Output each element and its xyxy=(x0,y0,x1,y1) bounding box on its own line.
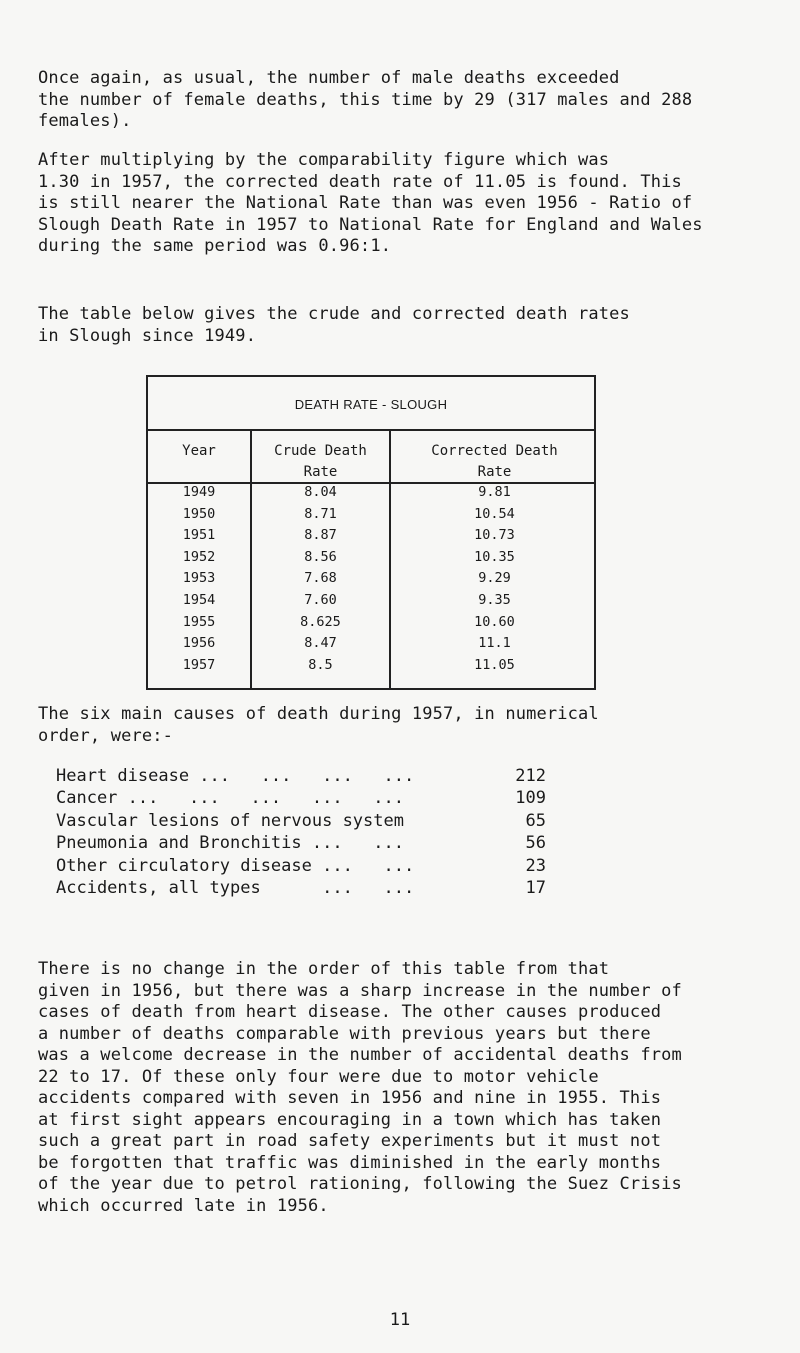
cause-count: 65 xyxy=(525,810,546,831)
cause-label: Vascular lesions of nervous system xyxy=(56,810,404,831)
cause-label: Pneumonia and Bronchitis ... ... xyxy=(56,833,404,854)
table-row xyxy=(148,614,594,635)
death-rate-table xyxy=(146,375,596,690)
paragraph-sex-ratio: Once again, as usual, the number of male deaths exceeded the number of female deaths, this time by 29 (317 males and 288 females). xyxy=(38,68,693,131)
paragraph-causes-intro: The six main causes of death during 1957, in numerical order, were:- xyxy=(38,704,599,746)
corrected-rate-cell: 11.1 xyxy=(478,635,511,652)
year-cell: 1952 xyxy=(182,548,216,565)
cause-label: Other circulatory disease ... ... xyxy=(56,855,415,876)
table-row xyxy=(148,635,594,656)
year-cell: 1956 xyxy=(182,635,216,652)
cause-label: Accidents, all types ... ... xyxy=(56,878,415,898)
crude-rate-cell: 7.60 xyxy=(304,592,337,608)
table-divider xyxy=(148,429,594,431)
header-year: Year xyxy=(182,443,216,459)
table-row xyxy=(148,549,594,570)
paragraph-corrected-rate: After multiplying by the comparability figure which was 1.30 in 1957, the corrected death rate of 11.05 is found. This is still nearer the National Rate than was even 1956 - Ratio of Slough Death Rate in 1957 to National Rate for England and Wales during the same period was 0.96:1. xyxy=(38,150,703,256)
header-crude-rate: Crude Death Rate xyxy=(274,443,367,480)
year-cell: 1953 xyxy=(182,570,216,587)
crude-rate-cell: 7.68 xyxy=(304,570,337,587)
corrected-rate-cell: 11.05 xyxy=(474,656,515,673)
crude-rate-cell: 8.87 xyxy=(304,527,337,544)
crude-rate-cell: 8.625 xyxy=(300,613,341,630)
cause-count: 17 xyxy=(525,878,546,898)
page-number: 11 xyxy=(389,1310,411,1330)
table-row xyxy=(148,527,594,548)
crude-rate-cell: 8.5 xyxy=(308,656,333,673)
corrected-rate-cell: 9.29 xyxy=(478,570,511,587)
corrected-rate-cell: 9.35 xyxy=(478,592,511,608)
crude-rate-cell: 8.04 xyxy=(304,484,337,500)
table-row xyxy=(148,506,594,527)
corrected-rate-cell: 10.60 xyxy=(474,613,515,630)
header-corrected-rate: Corrected Death Rate xyxy=(431,443,558,480)
corrected-rate-cell: 10.54 xyxy=(474,505,515,522)
table-row xyxy=(148,592,594,613)
year-cell: 1949 xyxy=(182,484,216,500)
year-cell: 1951 xyxy=(182,527,216,544)
corrected-rate-cell: 10.35 xyxy=(474,548,515,565)
cause-count: 212 xyxy=(515,766,546,786)
year-cell: 1954 xyxy=(182,592,216,608)
paragraph-discussion: There is no change in the order of this table from that given in 1956, but there was a sharp increase in the number of cases of death from heart disease. The other causes produced a number of deaths comparable with previous years but there was a welcome decrease in the number of accidental deaths from 22 to 17. Of these only four were due to motor vehicle accidents compared with seven in 1956 and nine in 1955. This at first sight appears encouraging in a town which has taken such a great part in road safety experiments but it must not be forgotten that traffic was diminished in the early months of the year due to petrol rationing, following the Suez Crisis which occurred late in 1956. xyxy=(38,959,682,1216)
cause-count: 109 xyxy=(515,788,546,809)
crude-rate-cell: 8.56 xyxy=(304,548,337,565)
table-title: DEATH RATE - SLOUGH xyxy=(294,397,448,412)
cause-count: 56 xyxy=(525,833,546,854)
cause-label: Heart disease ... ... ... ... xyxy=(56,766,415,786)
crude-rate-cell: 8.47 xyxy=(304,635,337,652)
cause-count: 23 xyxy=(525,855,546,876)
cause-label: Cancer ... ... ... ... ... xyxy=(56,788,404,809)
year-cell: 1950 xyxy=(182,505,216,522)
crude-rate-cell: 8.71 xyxy=(304,505,337,522)
year-cell: 1955 xyxy=(182,613,216,630)
year-cell: 1957 xyxy=(182,656,216,673)
paragraph-table-intro: The table below gives the crude and corrected death rates in Slough since 1949. xyxy=(38,304,630,346)
table-row xyxy=(148,484,594,505)
corrected-rate-cell: 10.73 xyxy=(474,527,515,544)
corrected-rate-cell: 9.81 xyxy=(478,484,511,500)
table-row xyxy=(148,657,594,678)
table-row xyxy=(148,570,594,591)
